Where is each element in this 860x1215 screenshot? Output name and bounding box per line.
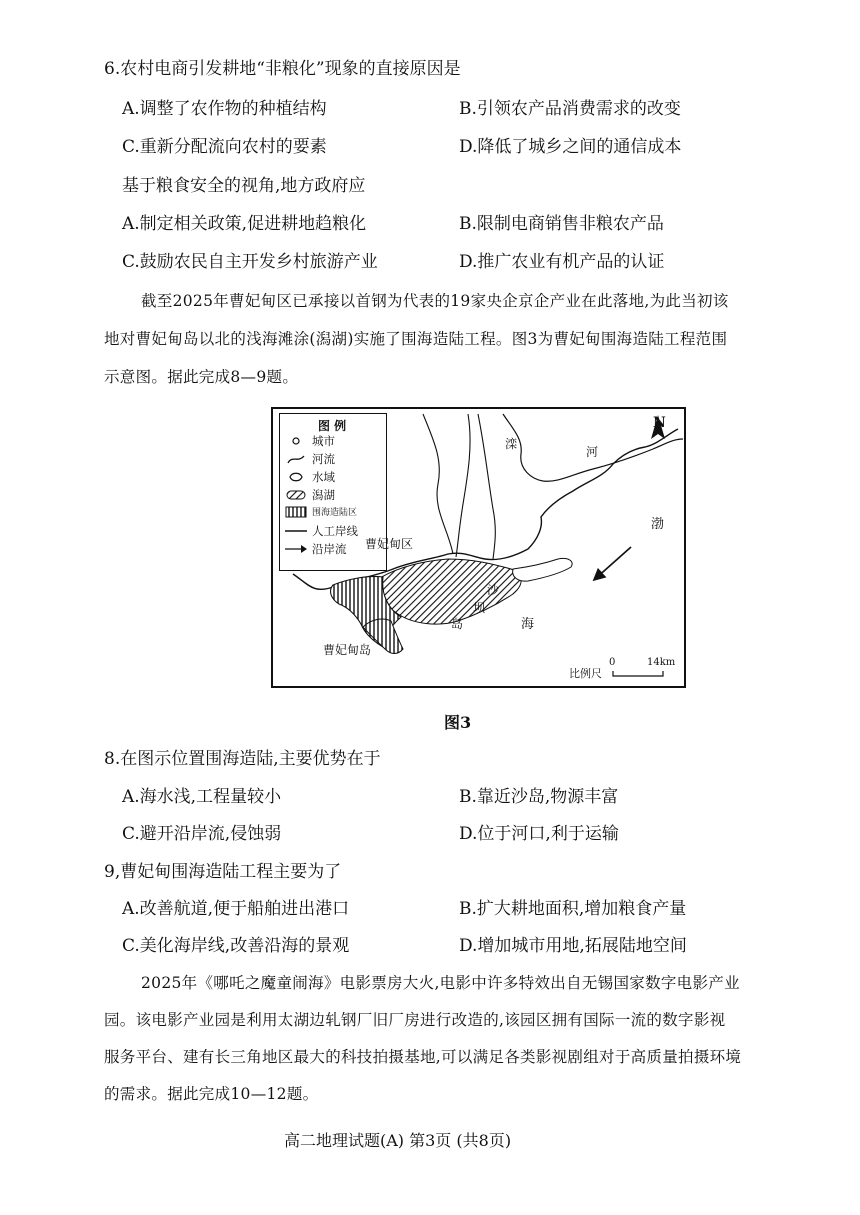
- river-east: [478, 414, 495, 559]
- question-6-stem: 6.农村电商引发耕地“非粮化”现象的直接原因是: [104, 59, 461, 79]
- question-7-option-d: D.推广农业有机产品的认证: [459, 252, 665, 272]
- question-8-option-b: B.靠近沙岛,物源丰富: [459, 787, 619, 807]
- legend-city: 城市: [284, 433, 335, 449]
- lagoon-area: [377, 559, 521, 624]
- question-8-stem: 8.在图示位置围海造陆,主要优势在于: [104, 749, 381, 769]
- label-north: N: [653, 415, 666, 431]
- legend-title: 图 例: [318, 419, 347, 433]
- question-7-stem: 基于粮食安全的视角,地方政府应: [122, 176, 366, 196]
- label-scale-value: 14km: [647, 657, 676, 668]
- passage-1-line-1: 截至2025年曹妃甸区已承接以首钢为代表的19家央企京企产业在此落地,为此当初该: [141, 292, 729, 310]
- sand-island: [513, 558, 572, 581]
- question-8-option-c: C.避开沿岸流,侵蚀弱: [122, 824, 282, 844]
- artificial-coast-icon: [284, 525, 308, 537]
- passage-2-line-3: 服务平台、建有长三角地区最大的科技拍摄基地,可以满足各类影视剧组对于高质量拍摄环境: [104, 1048, 742, 1066]
- question-9-option-a: A.改善航道,便于船舶进出港口: [122, 899, 350, 919]
- longshore-current-arrow: [595, 547, 631, 579]
- label-river-2: 河: [586, 445, 599, 459]
- question-7-option-a: A.制定相关政策,促进耕地趋粮化: [122, 214, 367, 234]
- label-scale: 比例尺: [569, 667, 602, 680]
- passage-1-line-3: 示意图。据此完成8—9题。: [104, 368, 299, 386]
- question-6-option-b: B.引领农产品消费需求的改变: [459, 99, 681, 119]
- label-sea-2: 海: [521, 617, 535, 632]
- arrow-right-icon: [284, 543, 308, 555]
- passage-2-line-1: 2025年《哪吒之魔童闹海》电影票房大火,电影中许多特效出自无锡国家数字电影产业: [141, 974, 740, 992]
- legend-river: 河流: [284, 451, 335, 467]
- question-6-option-d: D.降低了城乡之间的通信成本: [459, 137, 682, 157]
- legend-artificial-coast: 人工岸线: [284, 523, 358, 539]
- question-9-stem: 9,曹妃甸围海造陆工程主要为了: [104, 862, 342, 882]
- label-caofeidian-district: 曹妃甸区: [365, 537, 414, 551]
- river-west: [423, 414, 453, 554]
- river-icon: [284, 453, 308, 465]
- legend-lagoon: 潟湖: [284, 487, 335, 503]
- scale-bar: [613, 671, 663, 676]
- river-middle: [456, 414, 470, 557]
- label-river-1: 滦: [505, 437, 518, 451]
- question-6-option-a: A.调整了农作物的种植结构: [122, 99, 327, 119]
- passage-2-line-2: 园。该电影产业园是利用太湖边轧钢厂旧厂房进行改造的,该园区拥有国际一流的数字影视: [104, 1011, 726, 1029]
- label-caofeidian-island: 曹妃甸岛: [323, 643, 372, 657]
- city-icon: [284, 435, 308, 447]
- question-7-option-b: B.限制电商销售非粮农产品: [459, 214, 664, 234]
- water-area-icon: [284, 471, 308, 483]
- question-9-option-c: C.美化海岸线,改善沿海的景观: [122, 936, 350, 956]
- question-6-option-c: C.重新分配流向农村的要素: [122, 137, 327, 157]
- question-8-option-a: A.海水浅,工程量较小: [122, 787, 282, 807]
- legend-reclamation: 围海造陆区: [284, 505, 357, 521]
- question-9-option-b: B.扩大耕地面积,增加粮食产量: [459, 899, 687, 919]
- passage-2-line-4: 的需求。据此完成10—12题。: [104, 1085, 319, 1103]
- passage-1-line-2: 地对曹妃甸岛以北的浅海滩涂(潟湖)实施了围海造陆工程。图3为曹妃甸围海造陆工程范围: [104, 330, 728, 348]
- question-8-option-d: D.位于河口,利于运输: [459, 824, 619, 844]
- label-scale-zero: 0: [609, 657, 616, 668]
- label-sea-1: 渤: [651, 517, 665, 532]
- lagoon-icon: [284, 489, 308, 501]
- label-sand-3: 岛: [451, 617, 464, 631]
- label-sand-1: 沙: [487, 583, 500, 597]
- reclamation-icon: [284, 506, 308, 518]
- label-sand-2: 坝: [473, 601, 486, 615]
- figure-3-map: [271, 407, 686, 688]
- legend-longshore-current: 沿岸流: [284, 541, 347, 557]
- page-footer: 高二地理试题(A) 第3页 (共8页): [284, 1131, 512, 1150]
- legend-water: 水域: [284, 469, 335, 485]
- question-9-option-d: D.增加城市用地,拓展陆地空间: [459, 936, 687, 956]
- figure-caption: 图3: [444, 713, 472, 732]
- question-7-option-c: C.鼓励农民自主开发乡村旅游产业: [122, 252, 378, 272]
